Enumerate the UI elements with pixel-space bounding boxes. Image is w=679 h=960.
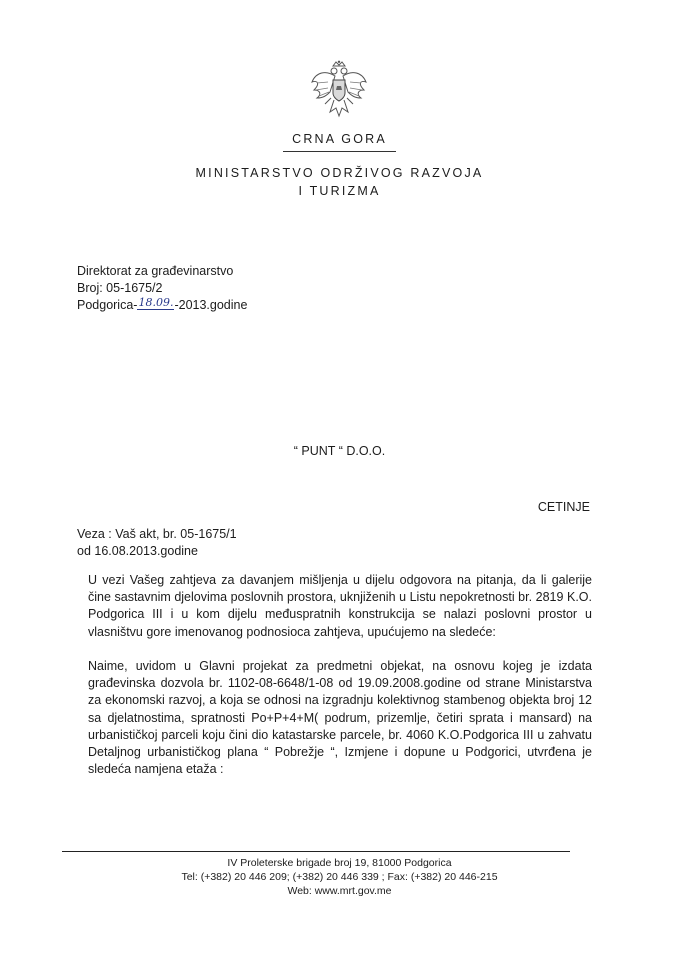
ministry-name-line2: I TURIZMA <box>298 184 381 198</box>
coat-of-arms-icon <box>308 60 370 120</box>
country-name: CRNA GORA <box>292 132 387 146</box>
letterhead-divider <box>283 151 396 152</box>
recipient-city: CETINJE <box>537 500 590 514</box>
footer-web: Web: www.mrt.gov.me <box>287 885 392 897</box>
document-number: Broj: 05-1675/2 <box>77 281 163 295</box>
reference-line2: od 16.08.2013.godine <box>77 544 198 558</box>
recipient-company: “ PUNT “ D.O.O. <box>293 444 386 458</box>
body-paragraph-2: Naime, uvidom u Glavni projekat za predmetni objekat, na osnovu kojeg je izdata građevinska dozvola br. 1102-08-6648/1-08 od 19.09.2008.godine od strane Ministarstva za ekonomski razvoj, a koja se odnosi na izgradnju kolektivnog stambenog objekta broj 12 sa djelatnostima, spratnosti Po+P+4+M( podrum, prizemlje, četiri sprata i mansard) na urbanističkoj parceli koju čini dio katastarske parcele, br. 4060 K.O.Podgorica III u zahvatu Detaljnog urbanističkog plana “ Pobrežje “, Izmjene i dopune u Podgorici, utvrđena je sledeća namjena etaža : <box>88 659 592 777</box>
place-suffix: -2013.godine <box>174 298 248 312</box>
directorate-name: Direktorat za građevinarstvo <box>77 264 234 278</box>
reference-line1: Veza : Vaš akt, br. 05-1675/1 <box>77 527 237 541</box>
footer-phones: Tel: (+382) 20 446 209; (+382) 20 446 339 ; Fax: (+382) 20 446-215 <box>181 871 498 883</box>
footer-address: IV Proleterske brigade broj 19, 81000 Podgorica <box>227 857 452 869</box>
handwritten-date: 18.09. <box>138 296 174 309</box>
footer-divider <box>62 851 570 852</box>
body-paragraph-1: U vezi Vašeg zahtjeva za davanjem mišljenja u dijelu odgovora na pitanja, da li galerije čine sastavnim djelovima poslovnih prostora, uknjiženih u Listu nepokretnosti br. 2819 K.O. Podgorica III i u kom dijelu međuspratnih konstrukcija se nalazi poslovni prostor u vlasništvu gore imenovanog podnosioca zahtjeva, upućujemo na sledeće: <box>88 573 592 639</box>
ministry-name-line1: MINISTARSTVO ODRŽIVOG RAZVOJA <box>195 166 484 180</box>
place-prefix: Podgorica- <box>77 298 138 312</box>
place-and-date <box>77 298 247 313</box>
